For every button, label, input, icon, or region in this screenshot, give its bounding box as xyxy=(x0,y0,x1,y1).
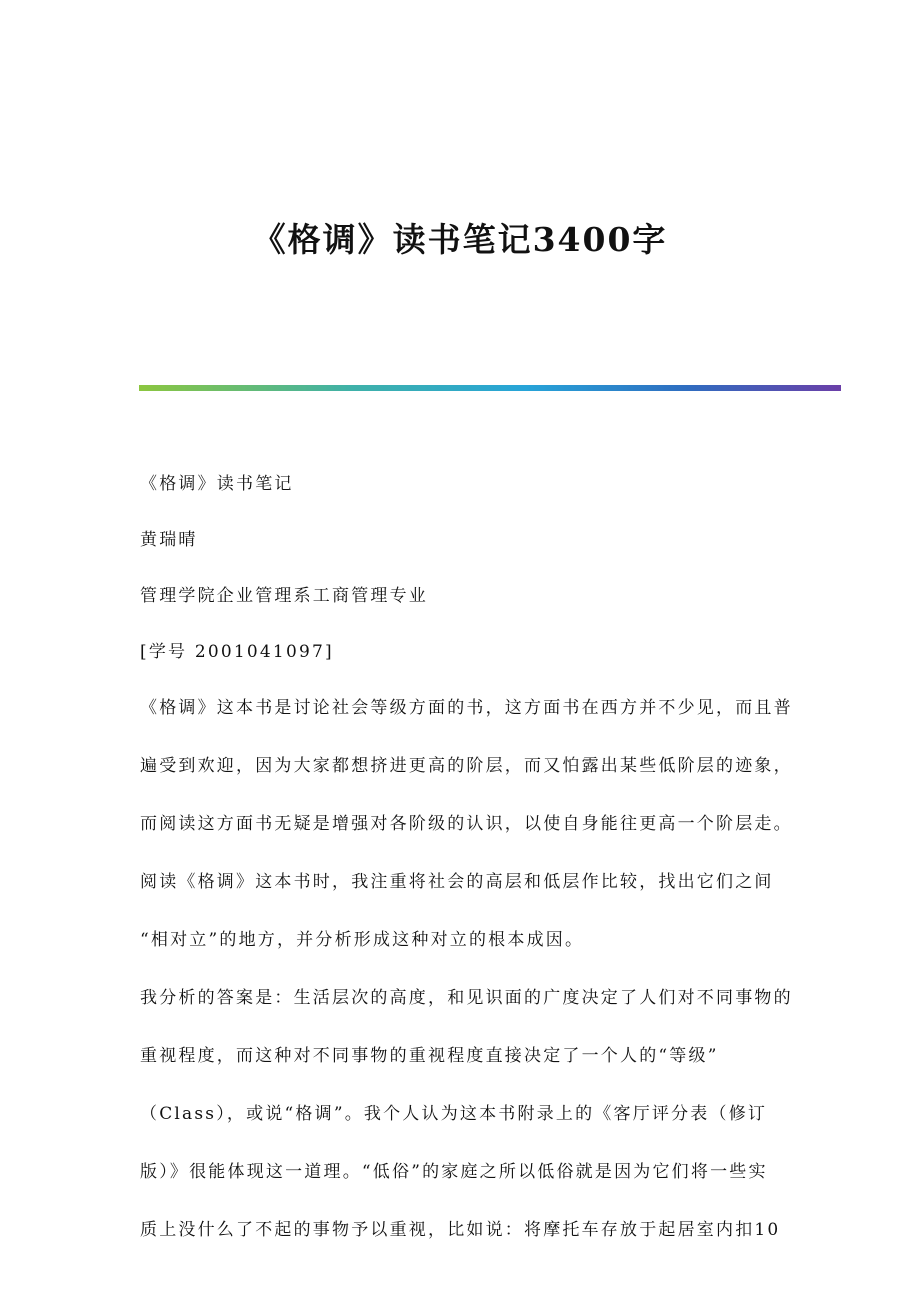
paragraph-line: 版）》很能体现这一道理。“低俗”的家庭之所以低俗就是因为它们将一些实 xyxy=(140,1162,768,1182)
document-body xyxy=(140,470,793,1274)
paragraph-line: 我分析的答案是：生活层次的高度，和见识面的广度决定了人们对不同事物的 xyxy=(140,988,793,1008)
paragraph-3 xyxy=(140,984,793,1244)
gradient-divider xyxy=(139,385,841,391)
paragraph-line: 阅读《格调》这本书时，我注重将社会的高层和低层作比较，找出它们之间 xyxy=(140,872,774,892)
author-name: 黄瑞晴 xyxy=(140,530,198,550)
paragraph-line: 而阅读这方面书无疑是增强对各阶级的认识，以使自身能往更高一个阶层走。 xyxy=(140,814,793,834)
student-id: [学号 2001041097] xyxy=(140,642,334,662)
paragraph-line: 遍受到欢迎，因为大家都想挤进更高的阶层，而又怕露出某些低阶层的迹象， xyxy=(140,756,793,776)
paragraph-line: （Class），或说“格调”。我个人认为这本书附录上的《客厅评分表（修订 xyxy=(140,1104,768,1124)
paragraph-line: “相对立”的地方，并分析形成这种对立的根本成因。 xyxy=(140,930,585,950)
essay-heading: 《格调》读书笔记 xyxy=(140,474,294,494)
department: 管理学院企业管理系工商管理专业 xyxy=(140,586,428,606)
paragraph-line: 《格调》这本书是讨论社会等级方面的书，这方面书在西方并不少见，而且普 xyxy=(140,698,793,718)
paragraph-line: 质上没什么了不起的事物予以重视，比如说：将摩托车存放于起居室内扣10 xyxy=(140,1220,781,1240)
paragraph-2 xyxy=(140,868,780,954)
document-title: 《格调》读书笔记3400字 xyxy=(252,220,668,259)
paragraph-line: 重视程度，而这种对不同事物的重视程度直接决定了一个人的“等级” xyxy=(140,1046,719,1066)
paragraph-1 xyxy=(140,694,793,838)
